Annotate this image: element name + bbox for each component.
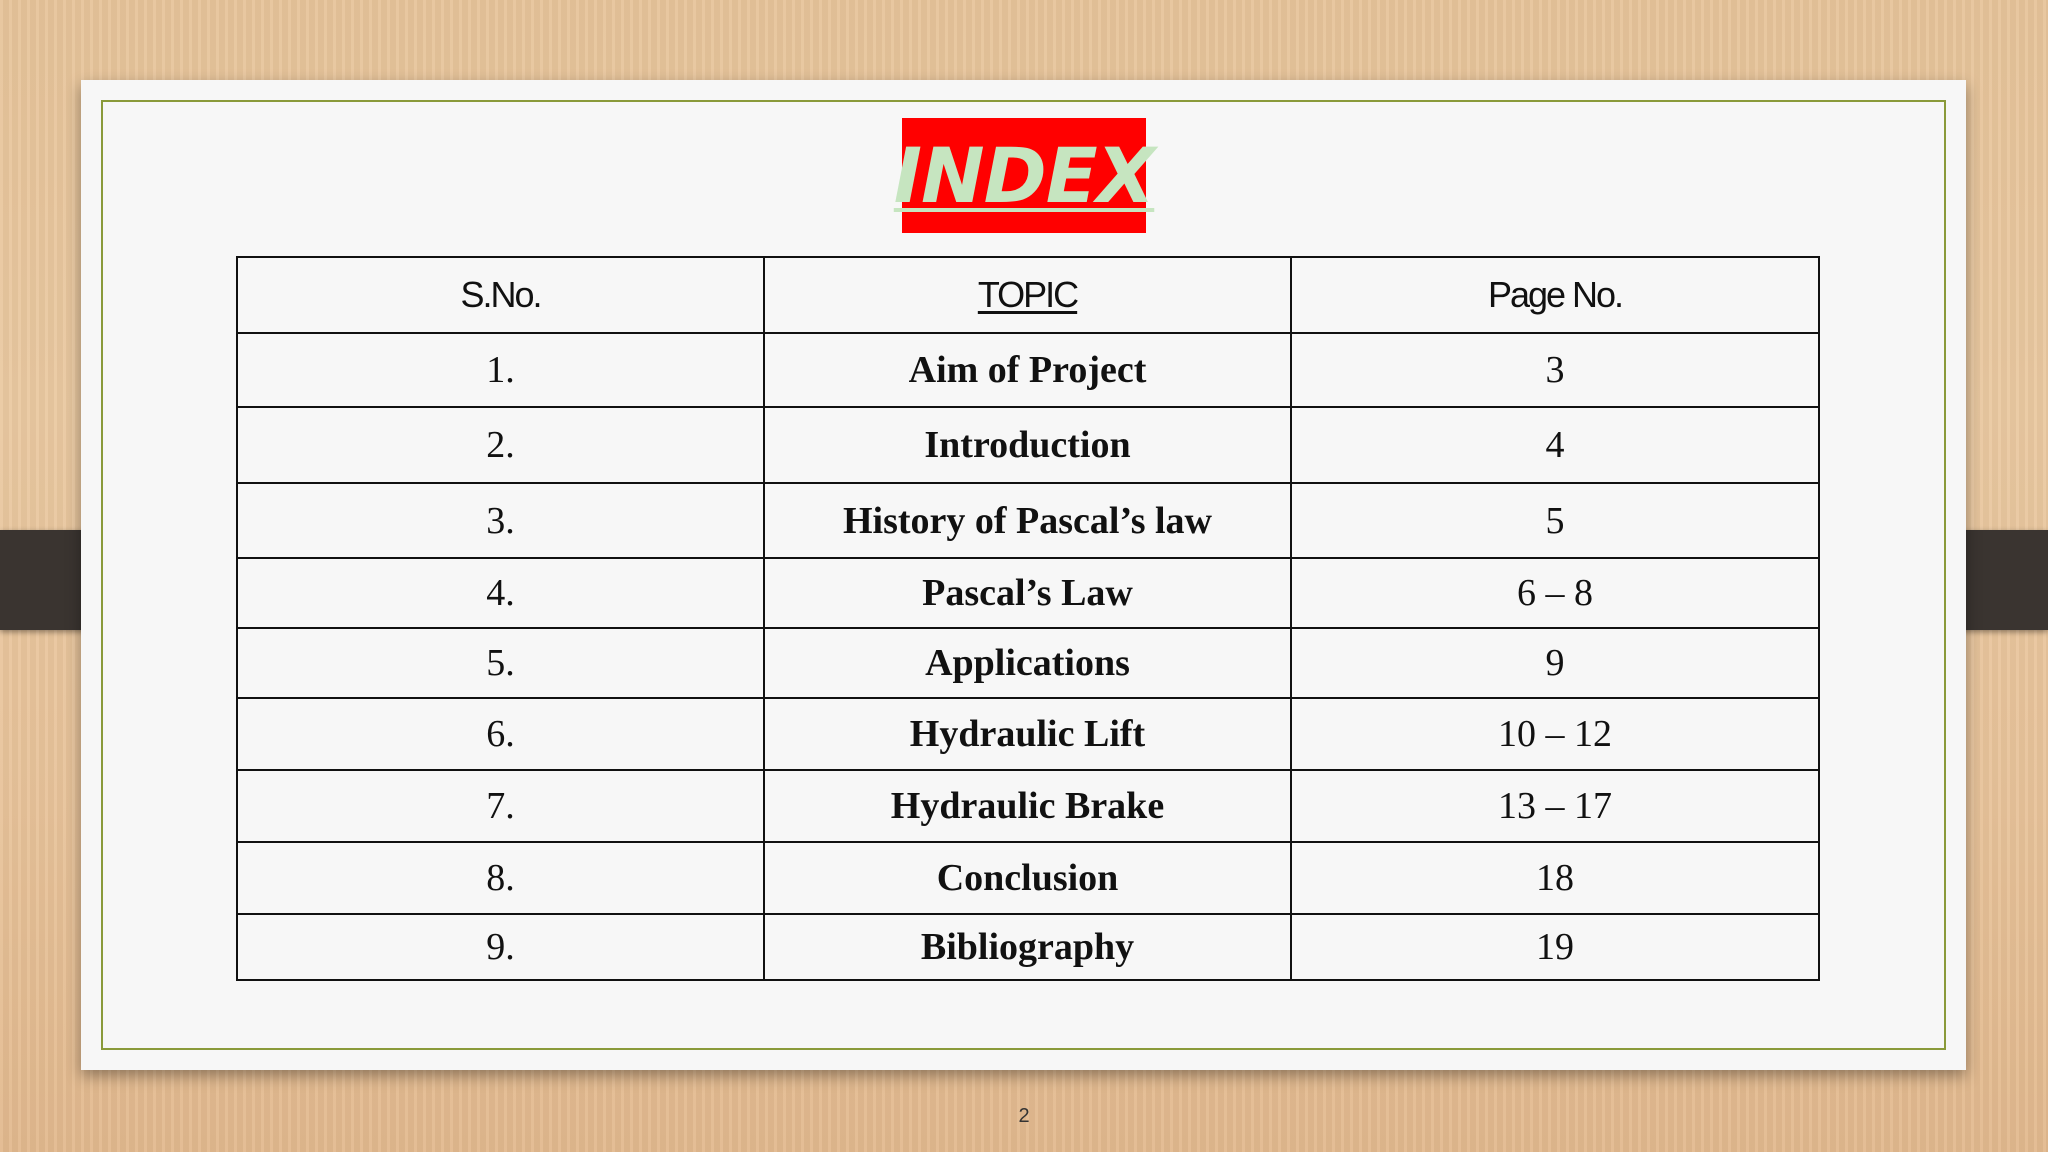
header-sno: S.No. [237, 257, 764, 333]
header-topic: TOPIC [764, 257, 1291, 333]
cell-page: 9 [1291, 628, 1819, 698]
cell-topic: Hydraulic Brake [764, 770, 1291, 842]
cell-page: 4 [1291, 407, 1819, 483]
cell-sno: 6. [237, 698, 764, 770]
table-row [237, 914, 1819, 980]
cell-page: 18 [1291, 842, 1819, 914]
cell-topic: Applications [764, 628, 1291, 698]
cell-topic: Aim of Project [764, 333, 1291, 407]
slide-paper [81, 80, 1966, 1070]
table-row [237, 770, 1819, 842]
index-title: INDEX [893, 131, 1155, 220]
cell-page: 5 [1291, 483, 1819, 558]
slide-page-number: 2 [1018, 1105, 1030, 1127]
table-row [237, 628, 1819, 698]
cell-sno: 2. [237, 407, 764, 483]
cell-sno: 1. [237, 333, 764, 407]
cell-sno: 7. [237, 770, 764, 842]
cell-page: 6 – 8 [1291, 558, 1819, 628]
cell-topic: Hydraulic Lift [764, 698, 1291, 770]
cell-topic: Pascal’s Law [764, 558, 1291, 628]
table-row [237, 698, 1819, 770]
cell-sno: 4. [237, 558, 764, 628]
table-row [237, 483, 1819, 558]
cell-topic: Bibliography [764, 914, 1291, 980]
table-row [237, 842, 1819, 914]
table-header-row [237, 257, 1819, 333]
cell-sno: 5. [237, 628, 764, 698]
cell-page: 13 – 17 [1291, 770, 1819, 842]
cell-topic: History of Pascal’s law [764, 483, 1291, 558]
cell-sno: 8. [237, 842, 764, 914]
cell-topic: Introduction [764, 407, 1291, 483]
cell-sno: 3. [237, 483, 764, 558]
header-page-no: Page No. [1291, 257, 1819, 333]
index-title-box [893, 118, 1155, 233]
cell-page: 3 [1291, 333, 1819, 407]
table-row [237, 333, 1819, 407]
cell-page: 10 – 12 [1291, 698, 1819, 770]
table-row [237, 558, 1819, 628]
index-table [236, 256, 1820, 981]
cell-topic: Conclusion [764, 842, 1291, 914]
table-row [237, 407, 1819, 483]
cell-sno: 9. [237, 914, 764, 980]
cell-page: 19 [1291, 914, 1819, 980]
